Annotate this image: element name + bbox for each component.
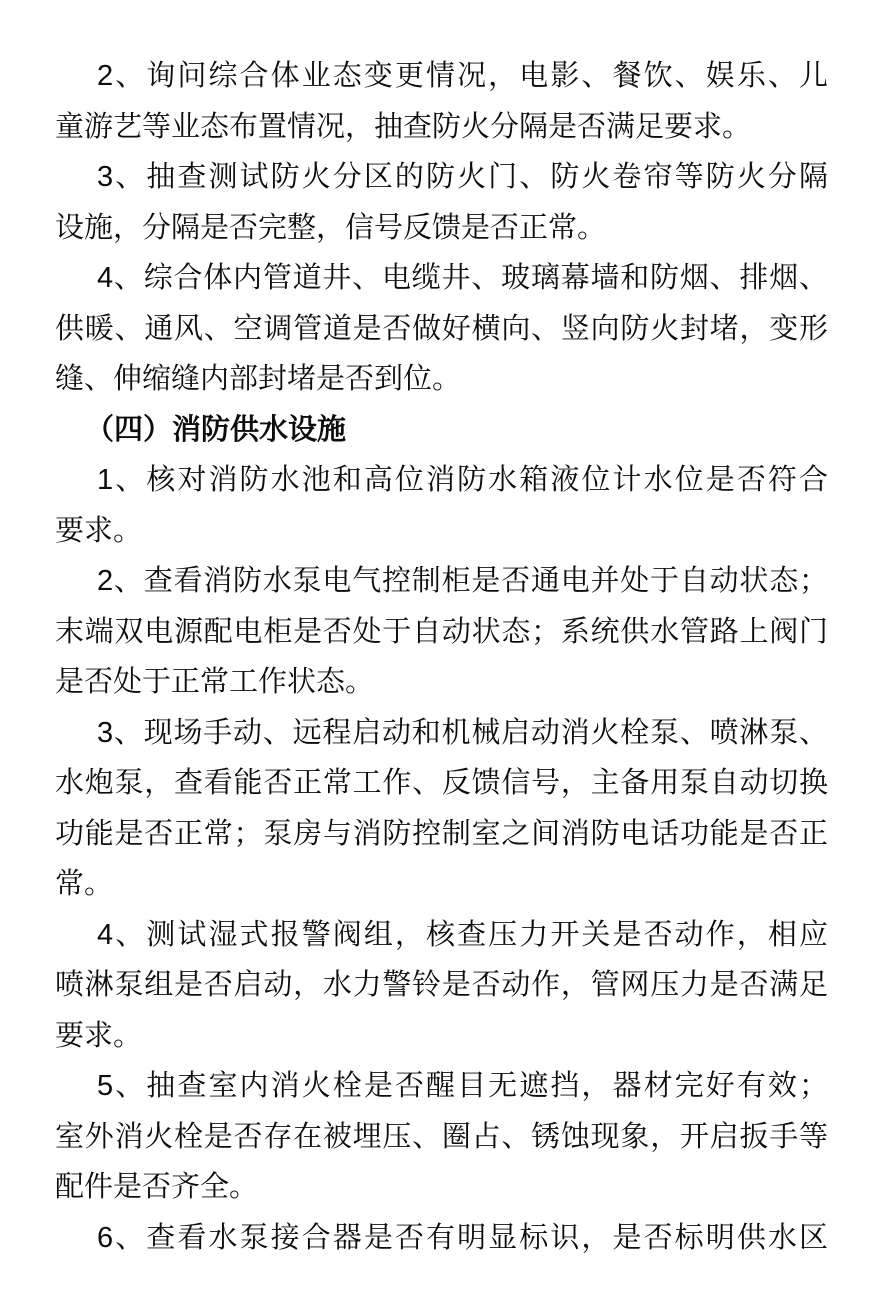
paragraph-line: 常。 xyxy=(55,868,114,900)
paragraph-line: 要求。 xyxy=(55,1019,143,1052)
paragraph-line: 设施，分隔是否完整，信号反馈是否正常。 xyxy=(55,211,607,244)
paragraph-line: 是否处于正常工作状态。 xyxy=(55,666,375,698)
paragraph-line: 水炮泵，查看能否正常工作、反馈信号，主备用泵自动切换 xyxy=(55,767,828,799)
paragraph-line: 2、查看消防水泵电气控制柜是否通电并处于自动状态； xyxy=(97,565,828,597)
paragraph-line: 3、现场手动、远程启动和机械启动消火栓泵、喷淋泵、 xyxy=(97,716,828,749)
paragraph-line: 要求。 xyxy=(55,514,143,547)
paragraph-line: 2、询问综合体业态变更情况，电影、餐饮、娱乐、儿 xyxy=(97,60,828,92)
paragraph-line: 供暖、通风、空调管道是否做好横向、竖向防火封堵，变形 xyxy=(55,312,828,345)
paragraph-line: 末端双电源配电柜是否处于自动状态；系统供水管路上阀门 xyxy=(55,615,828,648)
paragraph-line: 室外消火栓是否存在被埋压、圈占、锈蚀现象，开启扳手等 xyxy=(55,1120,828,1153)
paragraph-line: 3、抽查测试防火分区的防火门、防火卷帘等防火分隔 xyxy=(97,161,828,193)
paragraph-line: 6、查看水泵接合器是否有明显标识，是否标明供水区 xyxy=(97,1221,828,1254)
document-body xyxy=(55,51,828,1263)
paragraph-line: 喷淋泵组是否启动，水力警铃是否动作，管网压力是否满足 xyxy=(55,969,828,1001)
paragraph-line: 4、综合体内管道井、电缆井、玻璃幕墙和防烟、排烟、 xyxy=(97,262,828,294)
paragraph-line: 童游艺等业态布置情况，抽查防火分隔是否满足要求。 xyxy=(55,110,752,143)
paragraph-line: 1、核对消防水池和高位消防水箱液位计水位是否符合 xyxy=(97,464,828,496)
paragraph-line: 配件是否齐全。 xyxy=(55,1171,259,1203)
paragraph-line: 4、测试湿式报警阀组，核查压力开关是否动作，相应 xyxy=(97,918,828,951)
paragraph-line: 缝、伸缩缝内部封堵是否到位。 xyxy=(55,363,462,395)
paragraph-line: 功能是否正常；泵房与消防控制室之间消防电话功能是否正 xyxy=(55,817,828,850)
paragraph-line: 5、抽查室内消火栓是否醒目无遮挡，器材完好有效； xyxy=(97,1070,828,1102)
section-heading: （四）消防供水设施 xyxy=(85,413,347,446)
